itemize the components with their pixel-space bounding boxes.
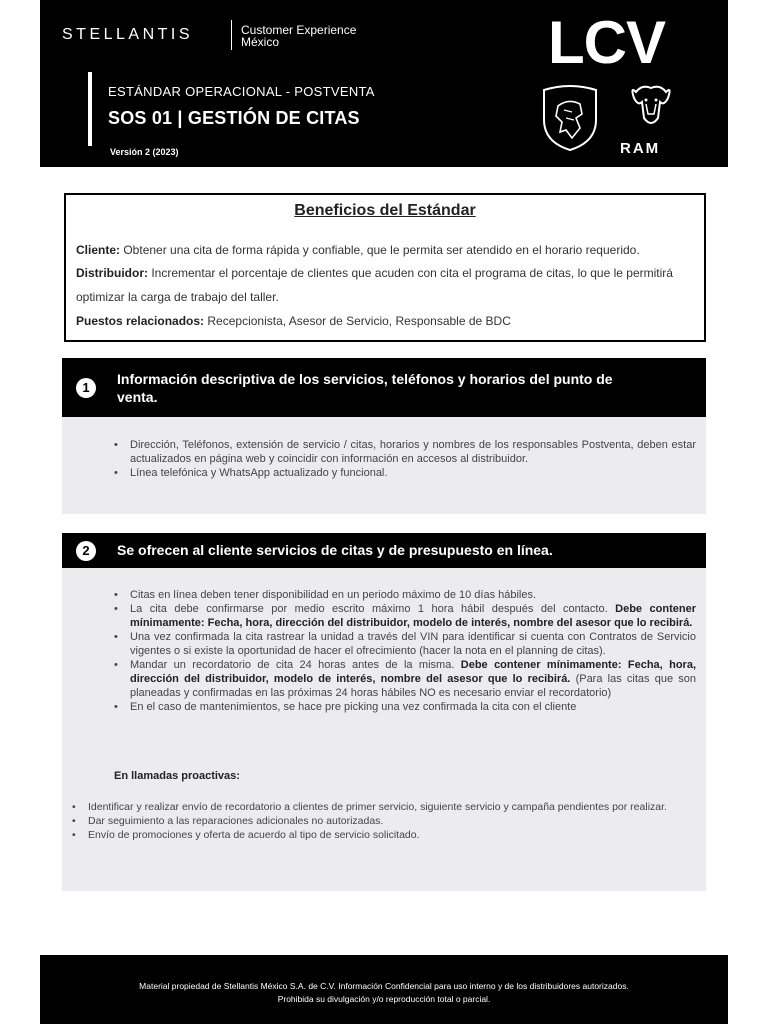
- list-item: • Dar seguimiento a las reparaciones adicionales no autorizadas.: [72, 814, 698, 828]
- ram-wordmark: RAM: [620, 140, 661, 157]
- benefits-title: Beneficios del Estándar: [294, 202, 476, 219]
- footer-line-2: Prohibida su divulgación y/o reproducción total o parcial.: [277, 994, 491, 1004]
- distribuidor-text: Incrementar el porcentaje de clientes que acuden con cita el programa de citas, lo que le permitirá: [148, 266, 673, 280]
- section-2-header: [62, 533, 706, 568]
- section-2-list: [114, 588, 696, 714]
- benefit-distribuidor-cont: optimizar la carga de trabajo del taller.: [76, 290, 279, 304]
- lcv-label: LCV: [548, 9, 665, 76]
- list-item: • Citas en línea deben tener disponibilidad en un periodo máximo de 10 días hábiles.: [114, 588, 696, 602]
- document-header: [40, 0, 728, 167]
- proactive-list: [72, 800, 698, 842]
- version-label: Versión 2 (2023): [110, 147, 179, 157]
- section-1-title-line2: venta.: [117, 389, 158, 405]
- list-item: • Una vez confirmada la cita rastrear la unidad a través del VIN para identificar si cuenta con Contratos de Servicio vigentes o si existe la oportunidad de hacer el ofrecimiento (hacer la nota en el planning de citas).: [114, 630, 696, 658]
- section-1-header: [62, 358, 706, 417]
- list-item: • Dirección, Teléfonos, extensión de servicio / citas, horarios y nombres de los responsables Postventa, deben estar actualizados en página web y coincidir con información en accesos al distribuidor.: [114, 438, 696, 466]
- puestos-text: Recepcionista, Asesor de Servicio, Responsable de BDC: [204, 314, 511, 328]
- peugeot-logo-icon: [540, 84, 600, 152]
- ram-logo-icon: [626, 82, 676, 132]
- section-2-body: [62, 568, 706, 891]
- section-2-number-badge: 2: [76, 541, 96, 561]
- list-item: • En el caso de mantenimientos, se hace pre picking una vez confirmada la cita con el cliente: [114, 700, 696, 714]
- benefit-distribuidor: [76, 266, 673, 280]
- benefit-cliente: [76, 243, 640, 257]
- item-text: La cita debe confirmarse por medio escrito máximo 1 hora hábil después del contacto.: [130, 603, 616, 615]
- brand-divider: [231, 20, 232, 50]
- country-text: México: [241, 35, 280, 49]
- list-item: [114, 658, 696, 700]
- standard-label: ESTÁNDAR OPERACIONAL - POSTVENTA: [108, 84, 375, 99]
- cliente-label: Cliente:: [76, 243, 121, 257]
- customer-experience-text: Customer Experience: [241, 23, 357, 37]
- stellantis-logo: STELLANTIS: [62, 26, 194, 43]
- section-1-title-line1: Información descriptiva de los servicios, teléfonos y horarios del punto de: [117, 371, 613, 387]
- list-item: • Línea telefónica y WhatsApp actualizado y funcional.: [114, 466, 696, 480]
- footer-line-1: Material propiedad de Stellantis México S.A. de C.V. Información Confidencial para uso interno y de los distribuidores autorizados.: [139, 981, 629, 991]
- puestos-label: Puestos relacionados:: [76, 314, 205, 328]
- benefit-puestos: [76, 314, 511, 328]
- item-emphasis: Debe contener mínimamente: Fecha, hora, dirección del distribuidor, modelo de interés, nombre del asesor que lo recibirá.: [130, 659, 697, 685]
- item-emphasis: Debe contener mínimamente: Fecha, hora, dirección del distribuidor, modelo de interés, nombre del asesor que lo recibirá.: [130, 603, 696, 629]
- benefits-box: [64, 193, 706, 342]
- list-item: • Envío de promociones y oferta de acuerdo al tipo de servicio solicitado.: [72, 828, 698, 842]
- section-1-list: [114, 438, 696, 480]
- item-text: (Para las citas que son planeadas y confirmadas en las próximas 24 horas hábiles NO es necesario enviar el recordatorio): [130, 673, 696, 699]
- document-footer: [40, 955, 728, 1024]
- proactive-calls-title: En llamadas proactivas:: [114, 770, 240, 782]
- section-1-title: [117, 370, 613, 406]
- list-item: • Identificar y realizar envío de recordatorio a clientes de primer servicio, siguiente servicio y campaña pendientes por realizar.: [72, 800, 698, 814]
- list-item: [114, 602, 696, 630]
- section-2-title: Se ofrecen al cliente servicios de citas y de presupuesto en línea.: [117, 542, 553, 558]
- section-1-number-badge: 1: [76, 378, 96, 398]
- distribuidor-label: Distribuidor:: [76, 266, 148, 280]
- section-1-body: [62, 417, 706, 514]
- customer-experience-label: [241, 24, 356, 48]
- document-title: SOS 01 | GESTIÓN DE CITAS: [108, 108, 360, 128]
- item-text: Mandar un recordatorio de cita 24 horas antes de la misma.: [130, 659, 461, 671]
- cliente-text: Obtener una cita de forma rápida y confiable, que le permita ser atendido en el horario requerido.: [120, 243, 640, 257]
- title-accent-bar: [88, 72, 92, 146]
